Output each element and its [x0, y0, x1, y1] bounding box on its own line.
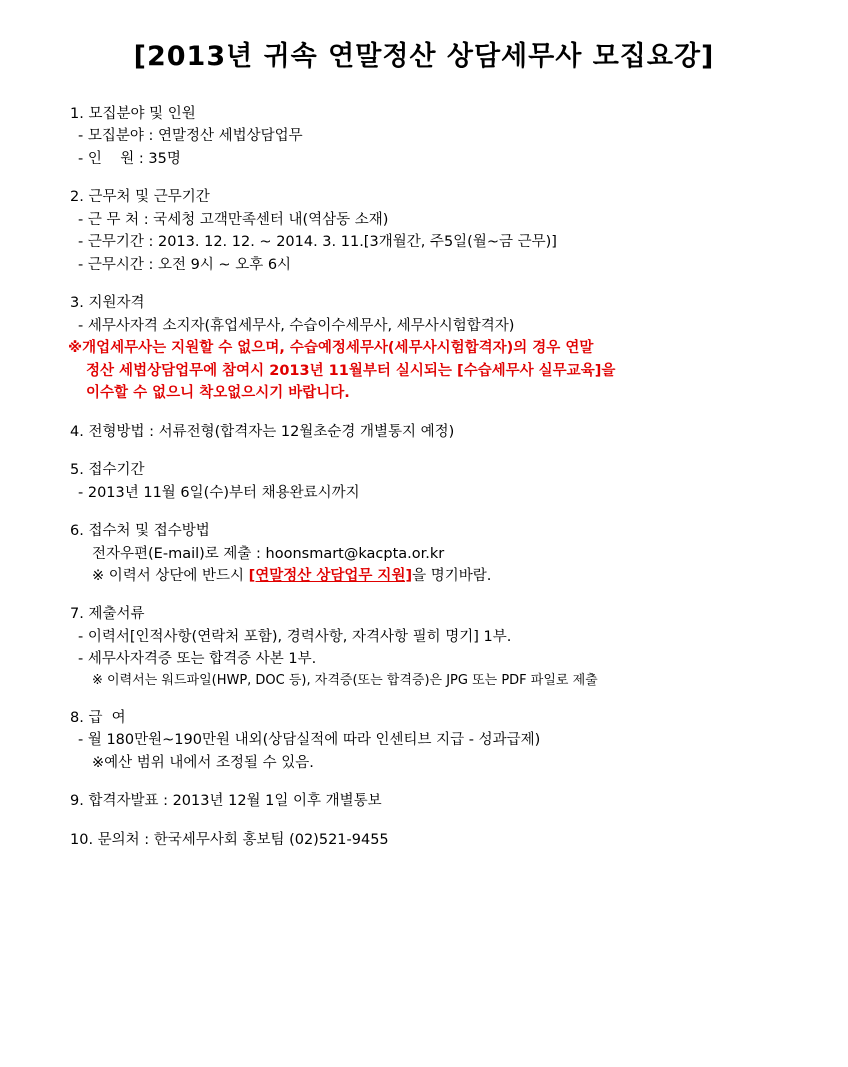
section-2-heading: 2. 근무처 및 근무기간 — [70, 189, 210, 206]
section-5-heading: 5. 접수기간 — [70, 462, 145, 479]
red-notice-line-2: 정산 세법상담업무에 참여시 2013년 11월부터 실시되는 [수습세무사 실무교육]을 — [86, 362, 616, 379]
section-3-red-notice — [30, 337, 818, 404]
section-7 — [30, 603, 818, 691]
section-6-heading: 6. 접수처 및 접수방법 — [70, 523, 210, 540]
section-4 — [30, 421, 818, 443]
section-3 — [30, 292, 818, 404]
section-10 — [30, 829, 818, 851]
section-9 — [30, 790, 818, 812]
section-6 — [30, 520, 818, 587]
section-8-heading: 8. 급 여 — [70, 709, 126, 726]
section-7-line-1: - 이력서[인적사항(연락처 포함), 경력사항, 자격사항 필히 명기] 1부. — [78, 628, 512, 645]
section-1-line-1: - 모집분야 : 연말정산 세법상담업무 — [78, 128, 303, 145]
section-2-line-2: - 근무기간 : 2013. 12. 12. ~ 2014. 3. 11.[3개월간, 주5일(월~금 근무)] — [78, 234, 557, 251]
section-8 — [30, 707, 818, 774]
section-9-heading: 9. 합격자발표 : 2013년 12월 1일 이후 개별통보 — [70, 793, 382, 810]
section-5-line-1: - 2013년 11월 6일(수)부터 채용완료시까지 — [78, 484, 360, 501]
section-1 — [30, 103, 818, 170]
section-7-heading: 7. 제출서류 — [70, 606, 145, 623]
section-1-heading: 1. 모집분야 및 인원 — [70, 106, 196, 122]
section-6-note-suffix: 을 명기바람. — [412, 567, 492, 584]
red-notice-line-1: ※개업세무사는 지원할 수 없으며, 수습예정세무사(세무사시험합격자)의 경우 연말 — [68, 340, 594, 357]
section-6-email-line: 전자우편(E-mail)로 제출 : hoonsmart@kacpta.or.kr — [92, 545, 445, 562]
section-10-heading: 10. 문의처 : 한국세무사회 홍보팀 (02)521-9455 — [70, 831, 389, 848]
red-notice-line-3: 이수할 수 없으니 착오없으시기 바랍니다. — [86, 385, 350, 402]
section-3-heading: 3. 지원자격 — [70, 295, 145, 312]
section-6-note — [30, 565, 818, 587]
page-title: [2013년 귀속 연말정산 상담세무사 모집요강] — [133, 41, 715, 72]
section-2-line-1: - 근 무 처 : 국세청 고객만족센터 내(역삼동 소재) — [78, 211, 389, 228]
section-6-note-prefix: ※ 이력서 상단에 반드시 — [92, 567, 249, 584]
section-5 — [30, 459, 818, 504]
section-4-heading: 4. 전형방법 : 서류전형(합격자는 12월초순경 개별통지 예정) — [70, 423, 455, 440]
section-8-line-1: - 월 180만원~190만원 내외(상담실적에 따라 인센티브 지급 - 성과급제) — [78, 732, 541, 749]
section-7-note: ※ 이력서는 워드파일(HWP, DOC 등), 자격증(또는 합격증)은 JPG 또는 PDF 파일로 제출 — [92, 672, 598, 688]
section-8-note-red: ※예산 범위 내에서 조정될 수 있음. — [92, 754, 314, 771]
section-7-line-2: - 세무사자격증 또는 합격증 사본 1부. — [78, 651, 317, 668]
section-3-line-1: - 세무사자격 소지자(휴업세무사, 수습이수세무사, 세무사시험합격자) — [78, 317, 515, 334]
section-6-note-highlight: [연말정산 상담업무 지원] — [248, 567, 413, 584]
section-2 — [30, 186, 818, 276]
section-1-line-2: - 인 원 : 35명 — [78, 150, 181, 167]
section-2-line-3: - 근무시간 : 오전 9시 ~ 오후 6시 — [78, 256, 292, 273]
